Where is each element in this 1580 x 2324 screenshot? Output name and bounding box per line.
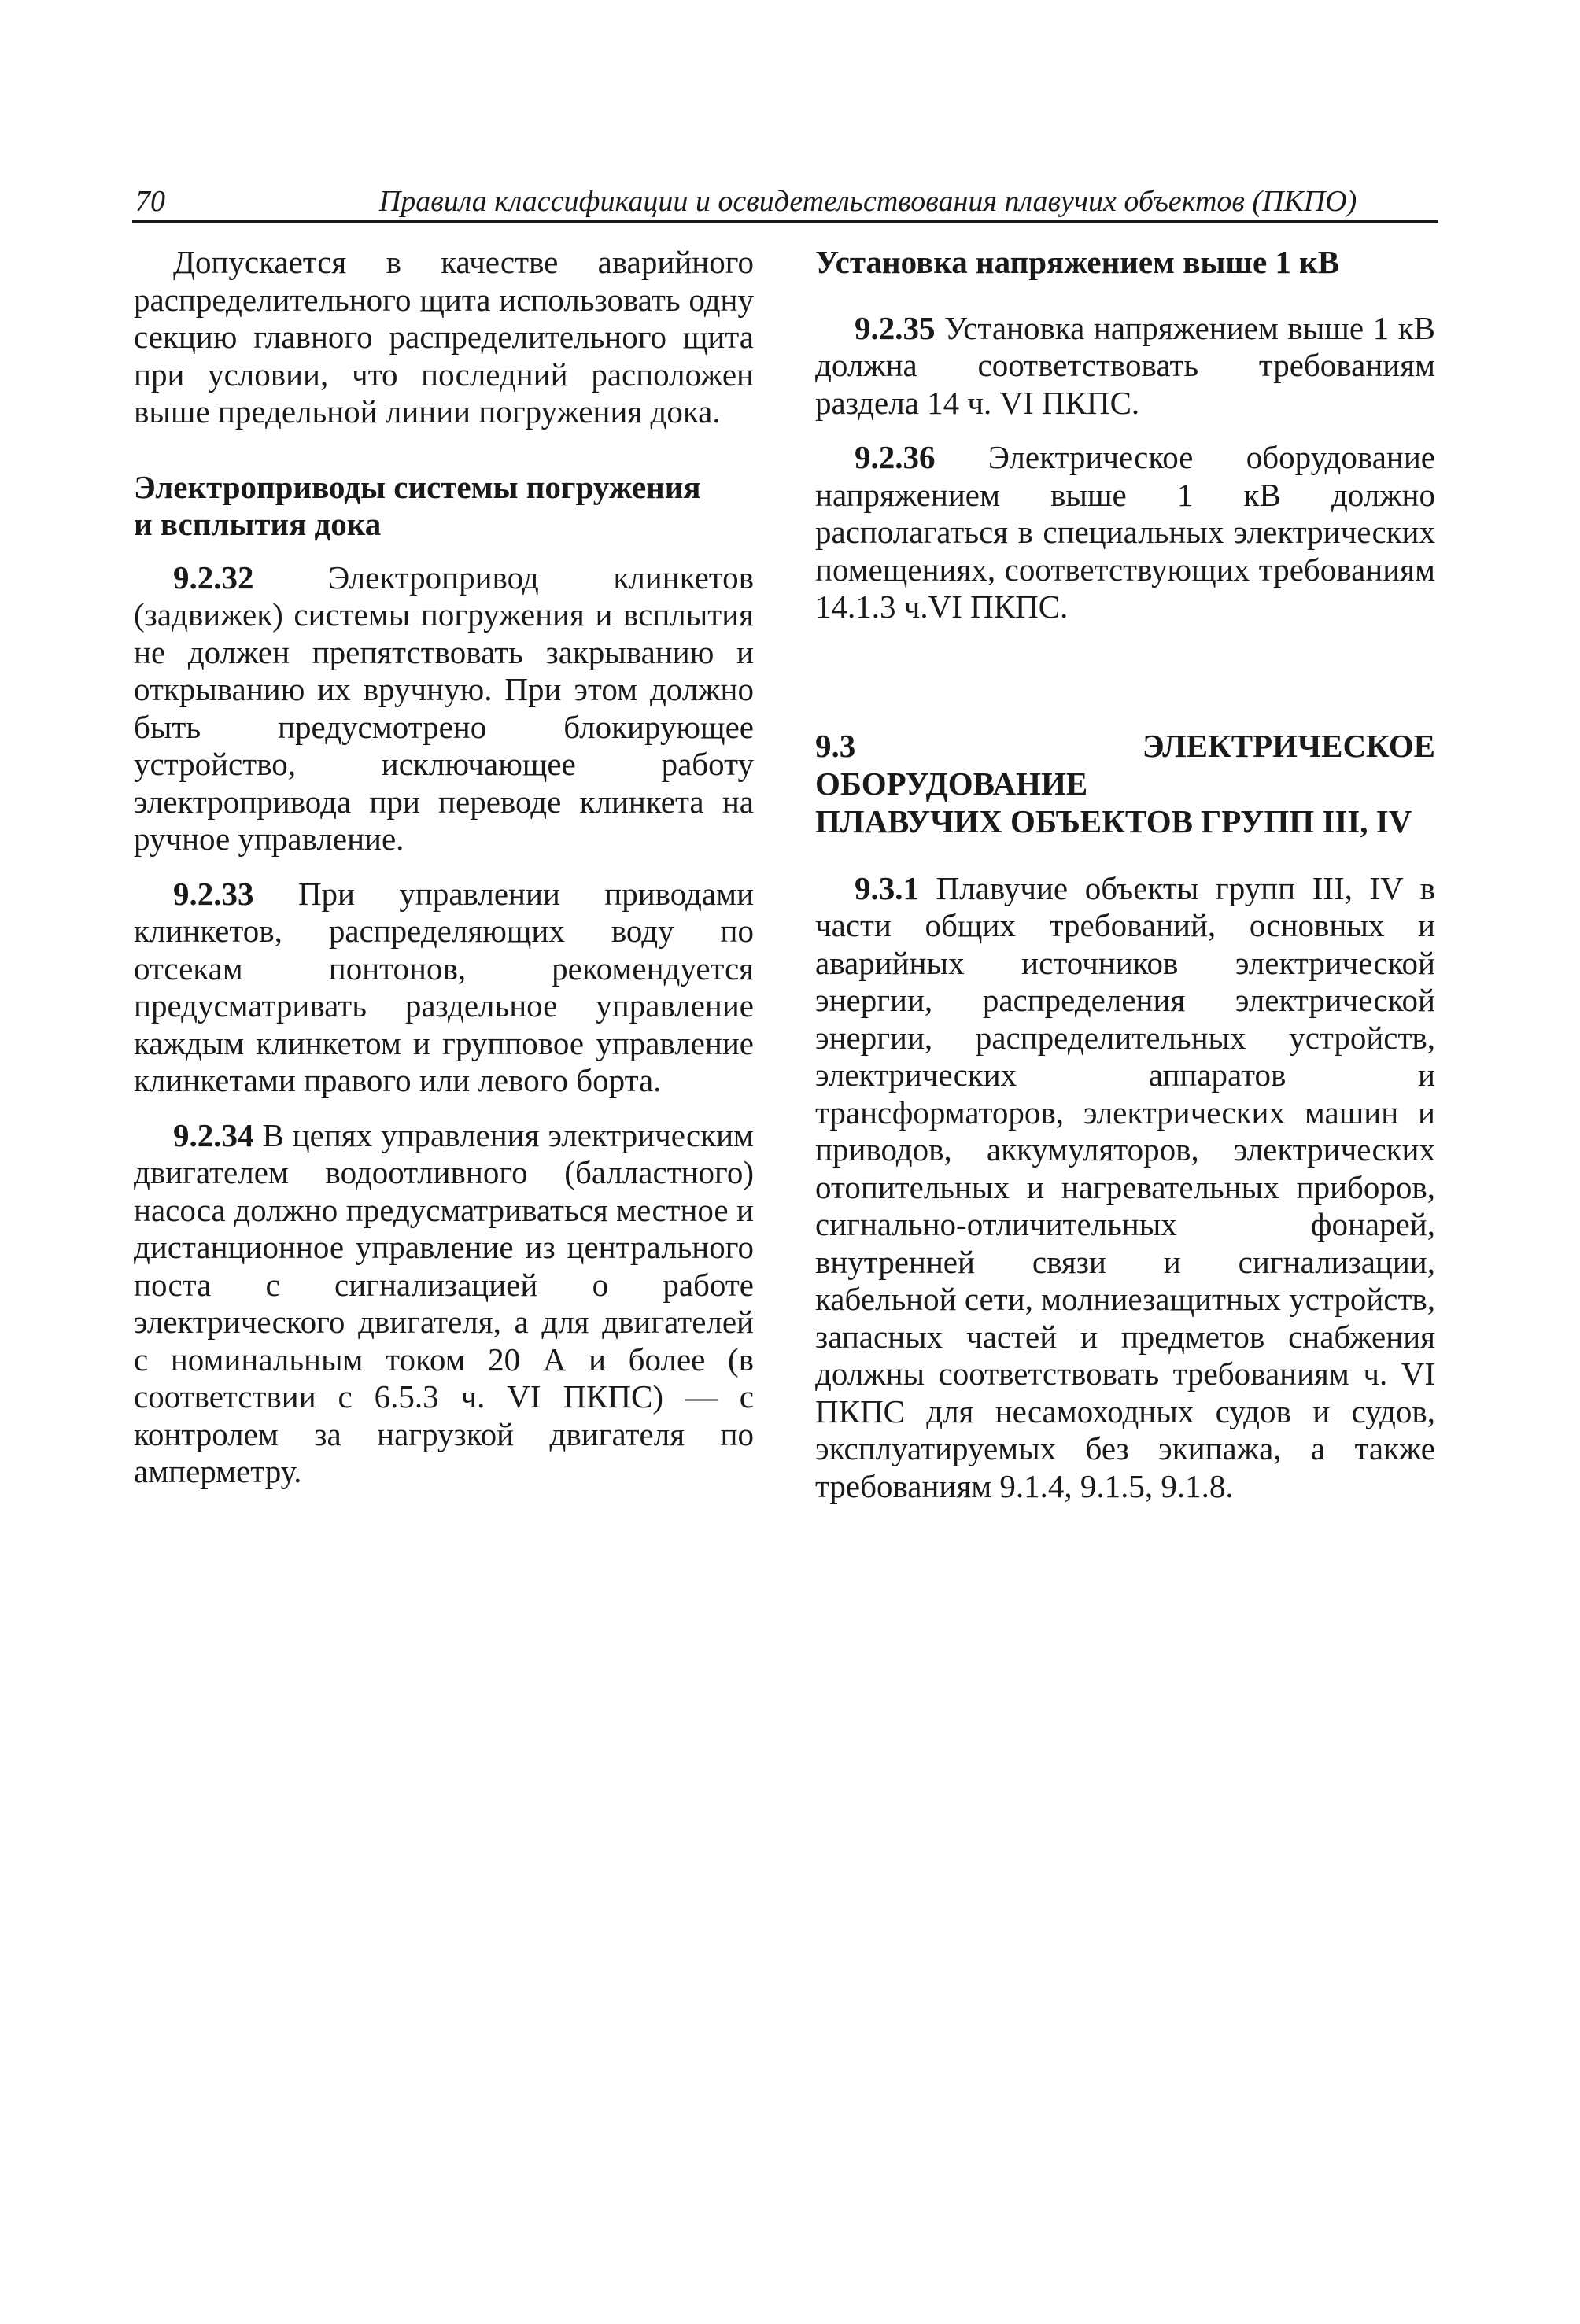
clause-number: 9.2.35 [855, 309, 936, 346]
right-column [815, 244, 1435, 1505]
clause-number: 9.2.36 [855, 439, 936, 475]
section-heading-line-1: 9.3 ЭЛЕКТРИЧЕСКОЕ ОБОРУДОВАНИЕ [815, 727, 1435, 802]
subheading-high-voltage: Установка напряжением выше 1 кВ [815, 244, 1340, 280]
clause-9-2-36 [815, 439, 1435, 626]
clause-9-2-33 [134, 876, 754, 1100]
page-number: 70 [135, 185, 165, 218]
page-header [132, 183, 1438, 223]
clause-number: 9.2.34 [173, 1116, 254, 1153]
left-column [134, 244, 754, 1491]
section-heading-9-3 [815, 727, 1435, 840]
clause-9-2-35 [815, 310, 1435, 422]
subheading-line-1: Электроприводы системы погружения [134, 468, 701, 505]
clause-text: Плавучие объекты групп III, IV в части общих требований, основных и аварийных источников электрической энергии, распределения электрической энергии, распределительных устройств, электрических аппаратов и трансформаторов, электрических машин и приводов, аккумуляторов, электрических отопительных и нагревательных приборов, сигнально-отличительных фонарей, внутренней связи и сигнализации, кабельной сети, молниезащитных устройств, запасных частей и предметов снабжения должны соответствовать требованиям ч. VI ПКПС для несамоходных судов и судов, эксплуатируемых без экипажа, а также требованиям 9.1.4, 9.1.5, 9.1.8. [815, 869, 1435, 1504]
intro-paragraph: Допускается в качестве аварийного распределительного щита использовать одну секцию главного распределительного щита при условии, что последний расположен выше предельной линии погружения дока. [134, 244, 754, 430]
clause-text: Электропривод клинкетов (задвижек) системы погружения и всплытия не должен препятствовать закрыванию и открыванию их вручную. При этом должно быть предусмотрено блокирующее устройство, исключающее работу электропривода при переводе клинкета на ручное управление. [134, 559, 754, 857]
clause-number: 9.2.33 [173, 875, 254, 912]
subheading-line-2: и всплытия дока [134, 506, 382, 542]
clause-text: Установка напряжением выше 1 кВ должна соответствовать требованиям раздела 14 ч. VI ПКПС. [815, 309, 1435, 421]
clause-number: 9.3.1 [855, 869, 919, 906]
clause-9-3-1 [815, 870, 1435, 1506]
clause-text: Электрическое оборудование напряжением выше 1 кВ должно располагаться в специальных электрических помещениях, соответствующих требованиям 14.1.3 ч.VI ПКПС. [815, 439, 1435, 625]
running-title: Правила классификации и освидетельствования плавучих объектов (ПКПО) [378, 185, 1357, 218]
section-heading-line-2: ПЛАВУЧИХ ОБЪЕКТОВ ГРУПП III, IV [815, 802, 1412, 839]
clause-text: При управлении приводами клинкетов, распределяющих воду по отсекам понтонов, рекомендуется предусматривать раздельное управление каждым клинкетом и групповое управление клинкетами правого или левого борта. [134, 875, 755, 1098]
clause-9-2-32 [134, 559, 754, 858]
clause-text: В цепях управления электрическим двигателем водоотливного (балластного) насоса должно предусматриваться местное и дистанционное управление из центрального поста с сигнализацией о работе электрического двигателя, а для двигателей с номинальным током 20 А и более (в соответствии с 6.5.3 ч. VI ПКПС) — с контролем за нагрузкой двигателя по амперметру. [134, 1116, 754, 1489]
clause-9-2-34 [134, 1117, 754, 1491]
subheading-electric-drives [134, 469, 754, 544]
clause-number: 9.2.32 [173, 559, 254, 596]
